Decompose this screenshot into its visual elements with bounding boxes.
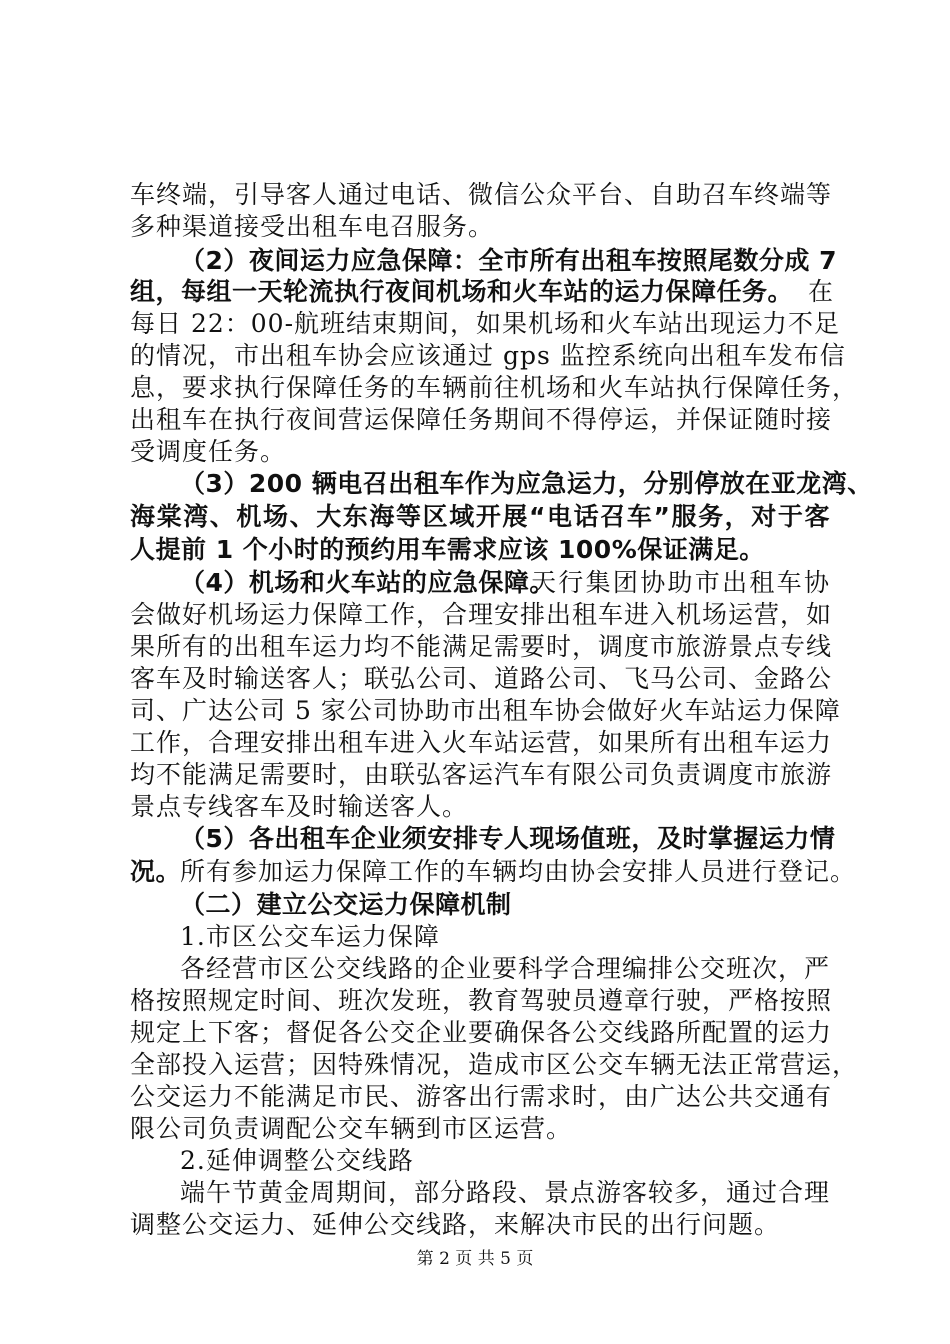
paragraph-line: 公交运力不能满足市民、游客出行需求时，由广达公共交通有 [130, 1082, 833, 1111]
bold-line: 人提前 1 个小时的预约用车需求应该 100%保证满足。 [130, 535, 765, 564]
paragraph-line: 格按照规定时间、班次发班，教育驾驶员遵章行驶，严格按照 [130, 986, 833, 1015]
paragraph-line: 车终端，引导客人通过电话、微信公众平台、自助召车终端等 [130, 180, 833, 209]
paragraph-line: 工作，合理安排出租车进入火车站运营，如果所有出租车运力 [130, 728, 833, 757]
paragraph-line: 端午节黄金周期间，部分路段、景点游客较多，通过合理 [180, 1178, 831, 1207]
bold-line [130, 275, 794, 309]
paragraph-line: 在 [808, 277, 835, 306]
paragraph-line: 限公司负责调配公交车辆到市区运营。 [130, 1114, 573, 1143]
page-footer: 第 2 页 共 5 页 [416, 1249, 534, 1269]
paragraph-line: 景点专线客车及时输送客人。 [130, 792, 469, 821]
bold-line: （5）各出租车企业须安排专人现场值班，及时掌握运力情 [180, 824, 836, 853]
paragraph-line: 规定上下客；督促各公交企业要确保各公交线路所配置的运力 [130, 1018, 833, 1047]
paragraph-line: 客车及时输送客人；联弘公司、道路公司、飞马公司、金路公 [130, 664, 833, 693]
paragraph-line: 均不能满足需要时，由联弘客运汽车有限公司负责调度市旅游 [130, 760, 833, 789]
heading-night-emergency: （2）夜间运力应急保障：全市所有出租车按照尾数分成 7 [180, 246, 837, 275]
paragraph-line: 调整公交运力、延伸公交线路，来解决市民的出行问题。 [130, 1210, 781, 1239]
bold-line: （3）200 辆电召出租车作为应急运力，分别停放在亚龙湾、 [180, 469, 873, 498]
paragraph-line: 息，要求执行保障任务的车辆前往机场和火车站执行保障任务， [130, 373, 859, 402]
paragraph-line: 的情况，市出租车协会应该通过 gps 监控系统向出租车发布信 [130, 341, 846, 370]
heading-airport-station [180, 566, 555, 600]
paragraph-line: 出租车在执行夜间营运保障任务期间不得停运，并保证随时接 [130, 405, 833, 434]
bold-text: （4）机场和火车站的应急保障。 [180, 568, 555, 597]
paragraph-line: 司、广达公司 5 家公司协助市出租车协会做好火车站运力保障 [130, 696, 841, 725]
bold-text: 组，每组一天轮流执行夜间机场和火车站的运力保障任务。 [130, 277, 794, 306]
paragraph-line: 每日 22：00-航班结束期间，如果机场和火车站出现运力不足 [130, 309, 841, 338]
paragraph-line: 所有参加运力保障工作的车辆均由协会安排人员进行登记。 [180, 857, 857, 886]
paragraph-line: 果所有的出租车运力均不能满足需要时，调度市旅游景点专线 [130, 632, 833, 661]
subsection-heading: 2.延伸调整公交线路 [180, 1146, 414, 1175]
subsection-heading: 1.市区公交车运力保障 [180, 922, 440, 951]
section-heading: （二）建立公交运力保障机制 [180, 890, 512, 919]
bold-line: 海棠湾、机场、大东海等区域开展“电话召车”服务，对于客 [130, 502, 830, 531]
paragraph-line: 天行集团协助市出租车协 [531, 568, 830, 597]
paragraph-line: 会做好机场运力保障工作，合理安排出租车进入机场运营，如 [130, 600, 833, 629]
paragraph-line: 多种渠道接受出租车电召服务。 [130, 212, 495, 241]
bold-line: 况。 [130, 857, 182, 886]
paragraph-line: 全部投入运营；因特殊情况，造成市区公交车辆无法正常营运， [130, 1050, 859, 1079]
paragraph-line: 各经营市区公交线路的企业要科学合理编排公交班次，严 [180, 954, 831, 983]
paragraph-line: 受调度任务。 [130, 437, 287, 466]
